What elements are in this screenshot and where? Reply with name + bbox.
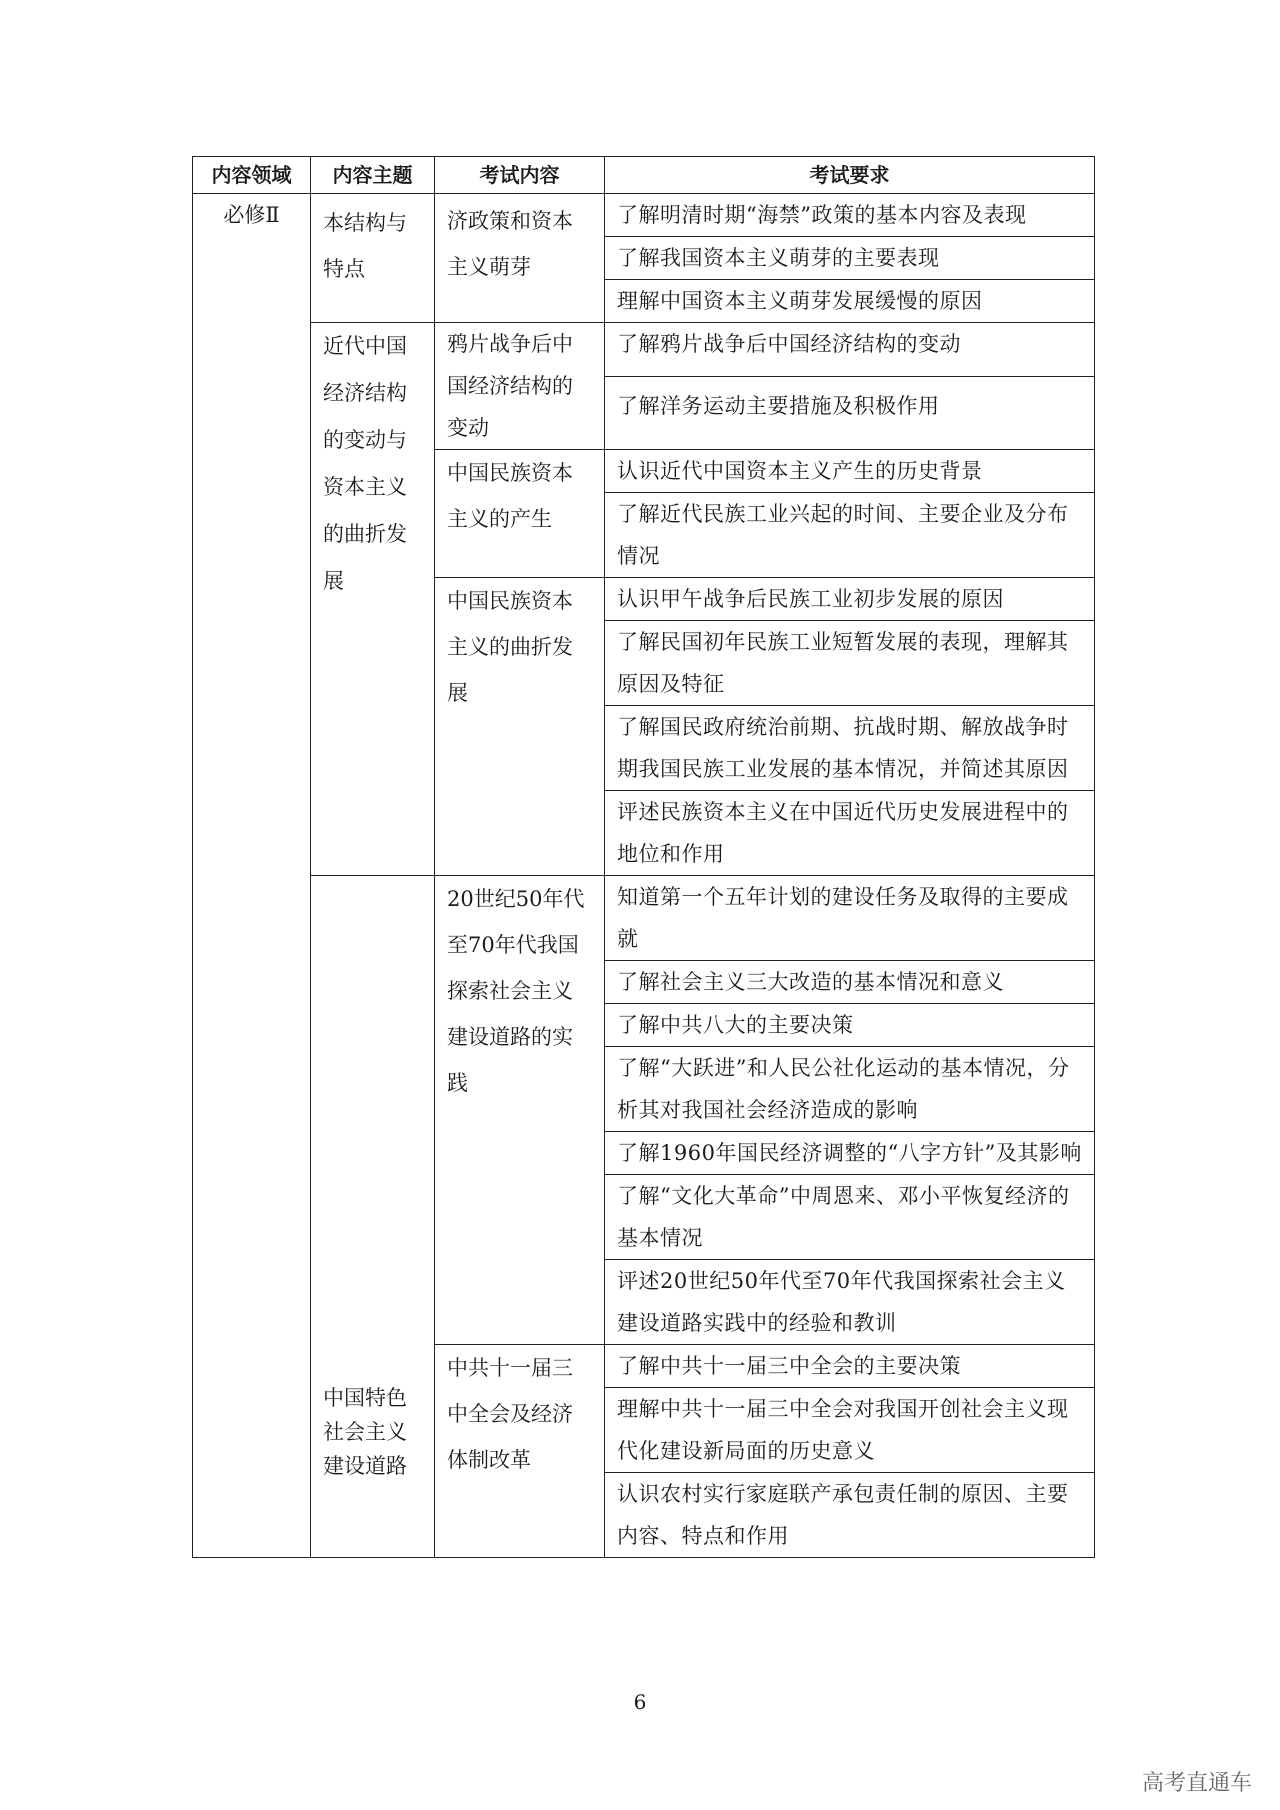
header-row [193, 157, 1095, 194]
requirement-cell: 知道第一个五年计划的建设任务及取得的主要成就 [605, 876, 1095, 961]
requirement-cell: 认识甲午战争后民族工业初步发展的原因 [605, 578, 1095, 621]
watermark-text: 高考直通车 [1141, 1771, 1252, 1796]
header-area: 内容领域 [193, 157, 311, 194]
topic-cell: 近代中国经济结构的变动与资本主义的曲折发展 [311, 323, 435, 876]
topic-cell: 中国特色社会主义建设道路 [311, 876, 435, 1558]
requirement-cell: 评述民族资本主义在中国近代历史发展进程中的地位和作用 [605, 791, 1095, 876]
requirement-cell: 了解中共十一届三中全会的主要决策 [605, 1345, 1095, 1388]
requirement-cell: 了解“大跃进”和人民公社化运动的基本情况，分析其对我国社会经济造成的影响 [605, 1047, 1095, 1132]
requirement-cell: 了解民国初年民族工业短暂发展的表现，理解其原因及特征 [605, 621, 1095, 706]
content-cell: 中共十一届三中全会及经济体制改革 [435, 1345, 605, 1558]
requirement-cell: 理解中共十一届三中全会对我国开创社会主义现代化建设新局面的历史意义 [605, 1388, 1095, 1473]
requirement-cell: 了解1960年国民经济调整的“八字方针”及其影响 [605, 1132, 1095, 1175]
content-cell: 济政策和资本主义萌芽 [435, 194, 605, 323]
header-content: 考试内容 [435, 157, 605, 194]
requirement-cell: 认识农村实行家庭联产承包责任制的原因、主要内容、特点和作用 [605, 1473, 1095, 1558]
content-cell: 中国民族资本主义的曲折发展 [435, 578, 605, 876]
requirement-cell: 评述20世纪50年代至70年代我国探索社会主义建设道路实践中的经验和教训 [605, 1260, 1095, 1345]
requirement-cell: 了解社会主义三大改造的基本情况和意义 [605, 961, 1095, 1004]
requirement-cell: 认识近代中国资本主义产生的历史背景 [605, 450, 1095, 493]
requirement-cell: 了解“文化大革命”中周恩来、邓小平恢复经济的基本情况 [605, 1175, 1095, 1260]
requirement-cell: 了解洋务运动主要措施及积极作用 [605, 376, 1095, 449]
requirement-cell: 了解中共八大的主要决策 [605, 1004, 1095, 1047]
syllabus-table [192, 156, 1095, 1558]
requirement-cell: 了解国民政府统治前期、抗战时期、解放战争时期我国民族工业发展的基本情况，并简述其原因 [605, 706, 1095, 791]
content-cell: 20世纪50年代至70年代我国探索社会主义建设道路的实践 [435, 876, 605, 1345]
requirement-cell: 了解近代民族工业兴起的时间、主要企业及分布情况 [605, 493, 1095, 578]
content-cell: 中国民族资本主义的产生 [435, 450, 605, 578]
requirement-cell: 理解中国资本主义萌芽发展缓慢的原因 [605, 280, 1095, 323]
content-cell: 鸦片战争后中国经济结构的变动 [435, 323, 605, 450]
page-number: 6 [633, 1690, 647, 1714]
requirement-cell: 了解明清时期“海禁”政策的基本内容及表现 [605, 194, 1095, 237]
requirement-cell: 了解我国资本主义萌芽的主要表现 [605, 237, 1095, 280]
header-topic: 内容主题 [311, 157, 435, 194]
topic-cell: 本结构与特点 [311, 194, 435, 323]
area-cell: 必修Ⅱ [193, 194, 311, 1558]
header-requirement: 考试要求 [605, 157, 1095, 194]
requirement-cell: 了解鸦片战争后中国经济结构的变动 [605, 323, 1095, 377]
